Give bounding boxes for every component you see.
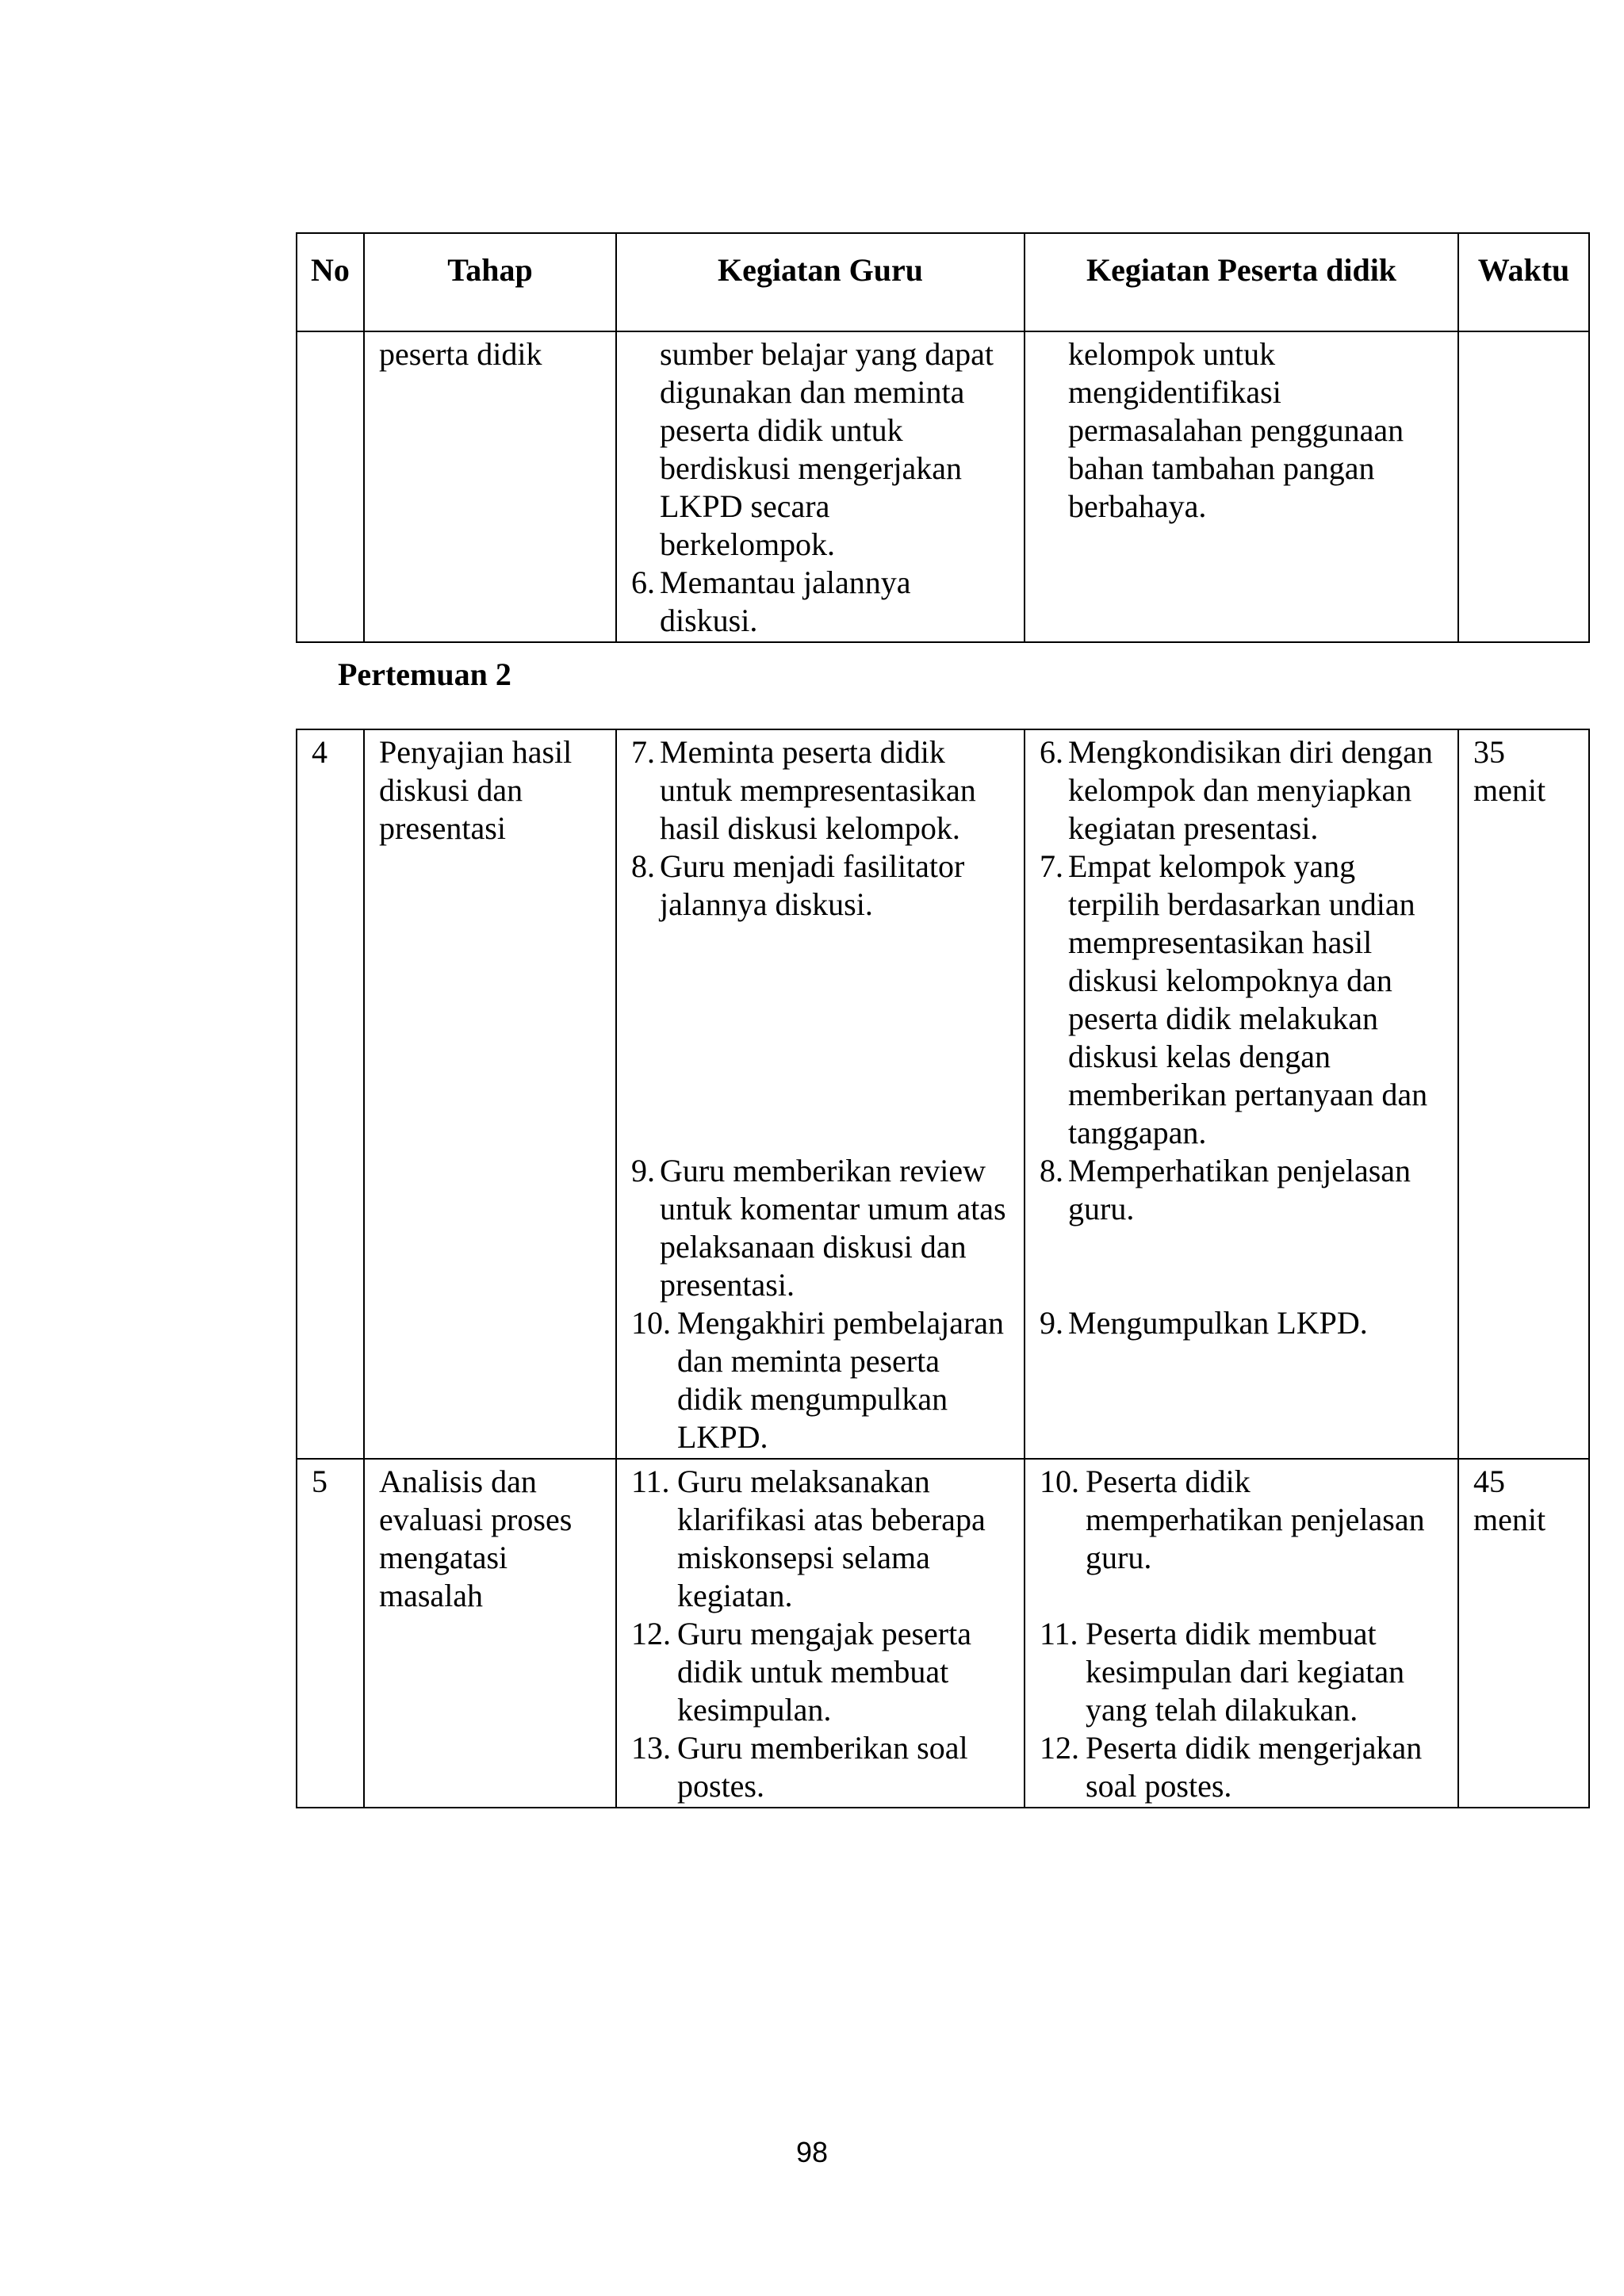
list-item [631, 564, 1011, 640]
item-text: Empat kelompok yang terpilih berdasarkan undian mempresentasikan hasil diskusi kelompoknya dan peserta didik melakukan diskusi kelas dengan memberikan pertanyaan dan tanggapan. [1068, 848, 1428, 1150]
cell-peserta [1025, 331, 1458, 642]
item-text: Guru mengajak peserta didik untuk membuat kesimpulan. [677, 1616, 971, 1728]
item-text: Memantau jalannya diskusi. [660, 564, 911, 638]
cell-peserta [1025, 729, 1458, 1459]
item-text: Peserta didik memperhatikan penjelasan guru. [1086, 1464, 1425, 1575]
item-text: Guru melaksanakan klarifikasi atas beberapa miskonsepsi selama kegiatan. [677, 1464, 986, 1613]
cell-tahap: Analisis dan evaluasi proses mengatasi masalah [364, 1459, 616, 1808]
list-item [1040, 848, 1445, 1152]
table-row [297, 729, 1589, 1459]
list-item [631, 1615, 1011, 1729]
item-number: 7. [1040, 848, 1063, 884]
item-number: 7. [631, 734, 655, 770]
item-number: 11. [631, 1464, 670, 1499]
list-item [631, 1152, 1011, 1304]
page-number: 98 [795, 2136, 829, 2168]
table-row [297, 1459, 1589, 1808]
item-number: 12. [1040, 1730, 1079, 1766]
activity-table-pertemuan-2 [296, 729, 1590, 1808]
list-item [631, 1729, 1011, 1805]
cell-tahap [364, 331, 616, 642]
list-item [1040, 733, 1445, 848]
item-number: 12. [631, 1616, 671, 1651]
list-item [1040, 1152, 1445, 1228]
cell-waktu [1458, 331, 1589, 642]
cell-guru [616, 1459, 1025, 1808]
table-row [297, 331, 1589, 642]
header-kegiatan-peserta: Kegiatan Peserta didik [1025, 233, 1458, 331]
item-number: 8. [631, 848, 655, 884]
list-item [631, 733, 1011, 848]
item-text: Mengakhiri pembelajaran dan meminta peserta didik mengumpulkan LKPD. [677, 1305, 1005, 1455]
list-item [631, 1304, 1011, 1456]
list-item [1040, 1463, 1445, 1577]
tahap-text: peserta didik [379, 336, 542, 372]
item-number: 13. [631, 1730, 671, 1766]
item-number: 10. [1040, 1464, 1079, 1499]
item-number: 9. [631, 1153, 655, 1188]
table-header-row [297, 233, 1589, 331]
item-text: Meminta peserta didik untuk mempresentasikan hasil diskusi kelompok. [660, 734, 976, 846]
item-number: 8. [1040, 1153, 1063, 1188]
item-text: Memperhatikan penjelasan guru. [1068, 1153, 1411, 1226]
item-text: Guru memberikan soal postes. [677, 1730, 968, 1804]
activity-table-continued [296, 232, 1590, 643]
guru-continued-text: sumber belajar yang dapat digunakan dan meminta peserta didik untuk berdiskusi mengerjakan LKPD secara berkelompok. [660, 336, 994, 562]
header-waktu: Waktu [1458, 233, 1589, 331]
item-text: Peserta didik membuat kesimpulan dari kegiatan yang telah dilakukan. [1086, 1616, 1405, 1728]
item-text: Guru menjadi fasilitator jalannya diskusi. [660, 848, 965, 922]
item-number: 6. [1040, 734, 1063, 770]
cell-waktu: 45 menit [1458, 1459, 1589, 1808]
peserta-continued-text: kelompok untuk mengidentifikasi permasalahan penggunaan bahan tambahan pangan berbahaya. [1068, 336, 1404, 524]
cell-peserta [1025, 1459, 1458, 1808]
header-no: No [297, 233, 364, 331]
list-item [1040, 1615, 1445, 1729]
list-item [631, 848, 1011, 924]
item-number: 9. [1040, 1305, 1063, 1341]
cell-guru [616, 729, 1025, 1459]
item-text: Guru memberikan review untuk komentar umum atas pelaksanaan diskusi dan presentasi. [660, 1153, 1006, 1303]
cell-no [297, 331, 364, 642]
item-number: 11. [1040, 1616, 1078, 1651]
cell-guru [616, 331, 1025, 642]
item-number: 6. [631, 564, 655, 600]
header-kegiatan-guru: Kegiatan Guru [616, 233, 1025, 331]
cell-no: 5 [297, 1459, 364, 1808]
list-item [631, 1463, 1011, 1615]
section-heading: Pertemuan 2 [338, 656, 511, 692]
header-tahap: Tahap [364, 233, 616, 331]
item-text: Mengumpulkan LKPD. [1068, 1305, 1368, 1341]
cell-tahap: Penyajian hasil diskusi dan presentasi [364, 729, 616, 1459]
item-number: 10. [631, 1305, 671, 1341]
item-text: Peserta didik mengerjakan soal postes. [1086, 1730, 1423, 1804]
cell-waktu: 35 menit [1458, 729, 1589, 1459]
cell-no: 4 [297, 729, 364, 1459]
list-item [1040, 1729, 1445, 1805]
item-text: Mengkondisikan diri dengan kelompok dan menyiapkan kegiatan presentasi. [1068, 734, 1433, 846]
list-item [1040, 1304, 1445, 1342]
